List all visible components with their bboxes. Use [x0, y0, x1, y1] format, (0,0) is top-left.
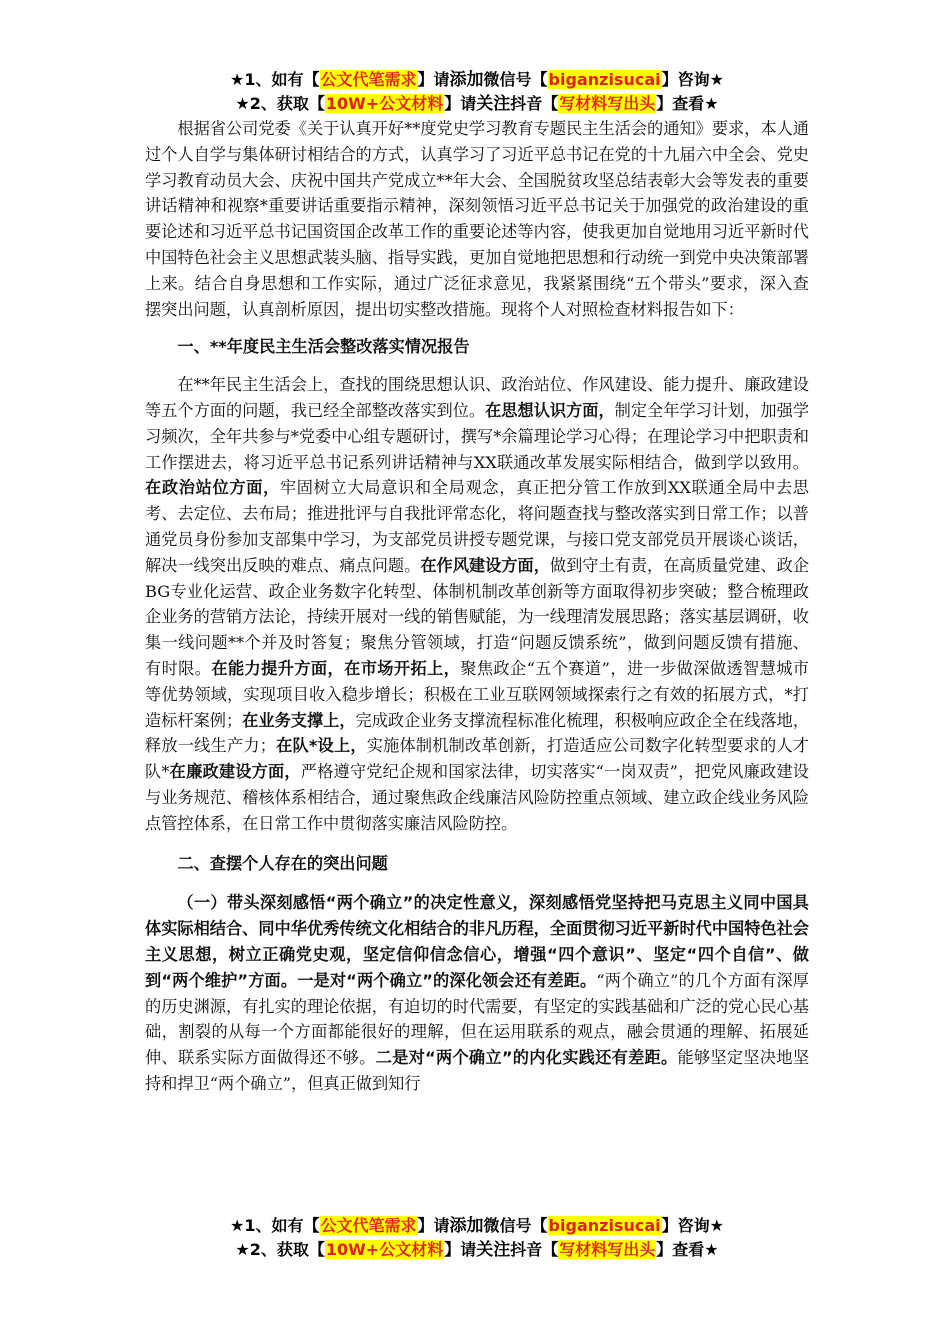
ad-highlight: 写材料写出头: [559, 1240, 656, 1259]
paragraph-text: 牢固树立大局意识和全局观念，真正把分管工作放到XX联通全局中去思考、去定位、去布局；推进批评与自我批评常态化，将问题查找与整改落实到日常工作；以普通党员身份参加支部集中学习，为支部党员讲授专题党课，与接口党支部党员开展谈心谈话，解决一线突出反映的难点、痛点问题。: [145, 478, 809, 575]
paragraph-bold: （一）带头深刻感悟“两个确立”的决定性意义，深刻感悟党坚持把马克思主义同中国具体实际相结合、同中华优秀传统文化相结合的非凡历程，全面贯彻习近平新时代中国特色社会主义思想，树立正确党史观，坚定信仰信念信心，增强“四个意识”、坚定“四个自信”、做到“两个维护”方面。一是对“两个确立”的深化领会还有差距。: [145, 893, 809, 990]
ad-line-2: [145, 1238, 809, 1262]
paragraph-bold: 在思想认识方面，: [485, 400, 615, 420]
ad-highlight: 公文代笔需求: [320, 70, 417, 89]
section-1-heading: 一、**年度民主生活会整改落实情况报告: [177, 337, 470, 357]
ad-text: 关注: [476, 94, 511, 114]
paragraph-bold: 在能力提升方面，在市场开拓上，: [211, 658, 461, 678]
ad-line-1: [145, 68, 809, 92]
ad-highlight: 10W+公文材料: [325, 1240, 444, 1259]
ad-text: 抖音【: [510, 94, 559, 113]
paragraph-bold: 在队*设上，: [275, 736, 367, 756]
paragraph-bold: 在政治站位方面，: [145, 478, 280, 498]
paragraph-text: 严格遵守党纪企规和国家法律，切实落实“一岗双责”，把党风廉政建设与业务规范、稽核体系相结合，通过聚焦政企线廉洁风险防控重点领域、建立政企线业务风险点管控体系，在日常工作中贯彻落实廉洁风险防控。: [145, 762, 809, 833]
ad-text: 】查看★: [656, 94, 719, 113]
ad-text: 抖音【: [510, 1240, 559, 1259]
ad-text: 】请: [444, 1240, 477, 1259]
spacer: [145, 360, 809, 372]
ad-highlight: 公文代笔需求: [320, 1216, 417, 1235]
paragraph-text: 实施体制机制改革创新，打造适应公司数字化转型要求的人才队*: [145, 736, 809, 782]
paragraph-text: “两个确立”的几个方面有深厚的历史渊源，有扎实的理论依据，有迫切的时代需要，有坚定的实践基础和广泛的党心民心基础，割裂的从每一个方面都能很好的理解，但在运用联系的观点，融会贯通的理解、拓展延伸、联系实际方面做得还不够。: [145, 970, 809, 1068]
ad-highlight: biganzisucai: [548, 1216, 661, 1235]
paragraph-bold: 在业务支撑上，: [242, 710, 356, 730]
ad-text: ★1、如有【: [230, 70, 320, 89]
ad-text: 添加: [449, 70, 484, 90]
paragraph-text: 完成政企业务支撑流程标准化梳理，积极响应政企全在线落地，释放一线生产力；: [145, 710, 810, 756]
ad-text: ★2、获取【: [235, 1240, 325, 1259]
paragraph-text: 能够坚定坚决地坚持和捍卫“两个确立”，但真正做到知行: [145, 1048, 810, 1093]
paragraph-text: 做到守土有责，在高质量党建、政企BG专业化运营、政企业务数字化转型、体制机制改革创新等方面取得初步突破；整合梳理政企业务的营销方法论，持续开展对一线的销售赋能，为一线理清发展思路；落实基层调研，收集一线问题**个并及时答复；聚焦分管领域，打造“问题反馈系统”，做到问题反馈有措施、有时限。: [145, 555, 810, 678]
paragraph-bold: 在作风建设方面，: [420, 555, 550, 575]
ad-highlight: 10W+公文材料: [325, 94, 444, 113]
ad-text: 】查看★: [656, 1240, 719, 1259]
paragraph-text: 聚焦政企“五个赛道”，进一步做深做透智慧城市等优势领域，实现项目收入稳步增长；积极在工业互联网领域探索行之有效的拓展方式，*打造标杆案例；: [145, 658, 809, 730]
ad-text: 】咨询★: [661, 1216, 724, 1235]
spacer: [145, 876, 809, 890]
spacer: [145, 837, 809, 851]
ad-text: 关注: [476, 1240, 511, 1260]
document-page: [145, 68, 809, 1097]
spacer: [145, 322, 809, 334]
paragraph-text: 制定全年学习计划，加强学习频次，全年共参与*党委中心组专题研讨，撰写*余篇理论学习心得；在理论学习中把职责和工作摆进去，将习近平总书记系列讲话精神与XX联通改革发展实际相结合，做到学以致用。: [145, 400, 810, 472]
section-2-paragraph: [145, 890, 809, 1096]
ad-text: 】请: [417, 70, 450, 89]
ad-text: 】请: [444, 94, 477, 113]
paragraph-text: 在**年民主生活会上，查找的围绕思想认识、政治站位、作风建设、能力提升、廉政建设等五个方面的问题，我已经全部整改落实到位。: [145, 375, 809, 420]
footer-ads: [145, 1214, 809, 1262]
section-1-paragraph: [145, 372, 809, 836]
intro-paragraph: 根据省公司党委《关于认真开好**度党史学习教育专题民主生活会的通知》要求，本人通过个人自学与集体研讨相结合的方式，认真学习了习近平总书记在党的十九届六中全会、党史学习教育动员大会、庆祝中国共产党成立**年大会、全国脱贫攻坚总结表彰大会等发表的重要讲话精神和视察*重要讲话重要指示精神，深刻领悟习近平总书记关于加强党的政治建设的重要论述和习近平总书记国资国企改革工作的重要论述等内容，使我更加自觉地用习近平新时代中国特色社会主义思想武装头脑、指导实践，更加自觉地把思想和行动统一到党中央决策部署上来。结合自身思想和工作实际，通过广泛征求意见，我紧紧围绕“五个带头”要求，深入查摆突出问题，认真剖析原因，提出切实整改措施。现将个人对照检查材料报告如下：: [145, 119, 809, 319]
ad-text: 】咨询★: [661, 70, 724, 89]
ad-line-2: [145, 92, 809, 116]
section-2-heading: 二、查摆个人存在的突出问题: [177, 853, 388, 873]
paragraph-bold: 在廉政建设方面，: [169, 762, 301, 782]
ad-text: ★2、获取【: [235, 94, 325, 113]
ad-text: 添加: [449, 1216, 484, 1236]
ad-text: 】请: [417, 1216, 450, 1235]
ad-highlight: biganzisucai: [548, 70, 661, 89]
paragraph-bold: 二是对“两个确立”的内化实践还有差距。: [375, 1048, 678, 1068]
ad-text: ★1、如有【: [230, 1216, 320, 1235]
ad-text: 微信号【: [483, 1216, 548, 1235]
ad-line-1: [145, 1214, 809, 1238]
ad-highlight: 写材料写出头: [559, 94, 656, 113]
ad-text: 微信号【: [483, 70, 548, 89]
